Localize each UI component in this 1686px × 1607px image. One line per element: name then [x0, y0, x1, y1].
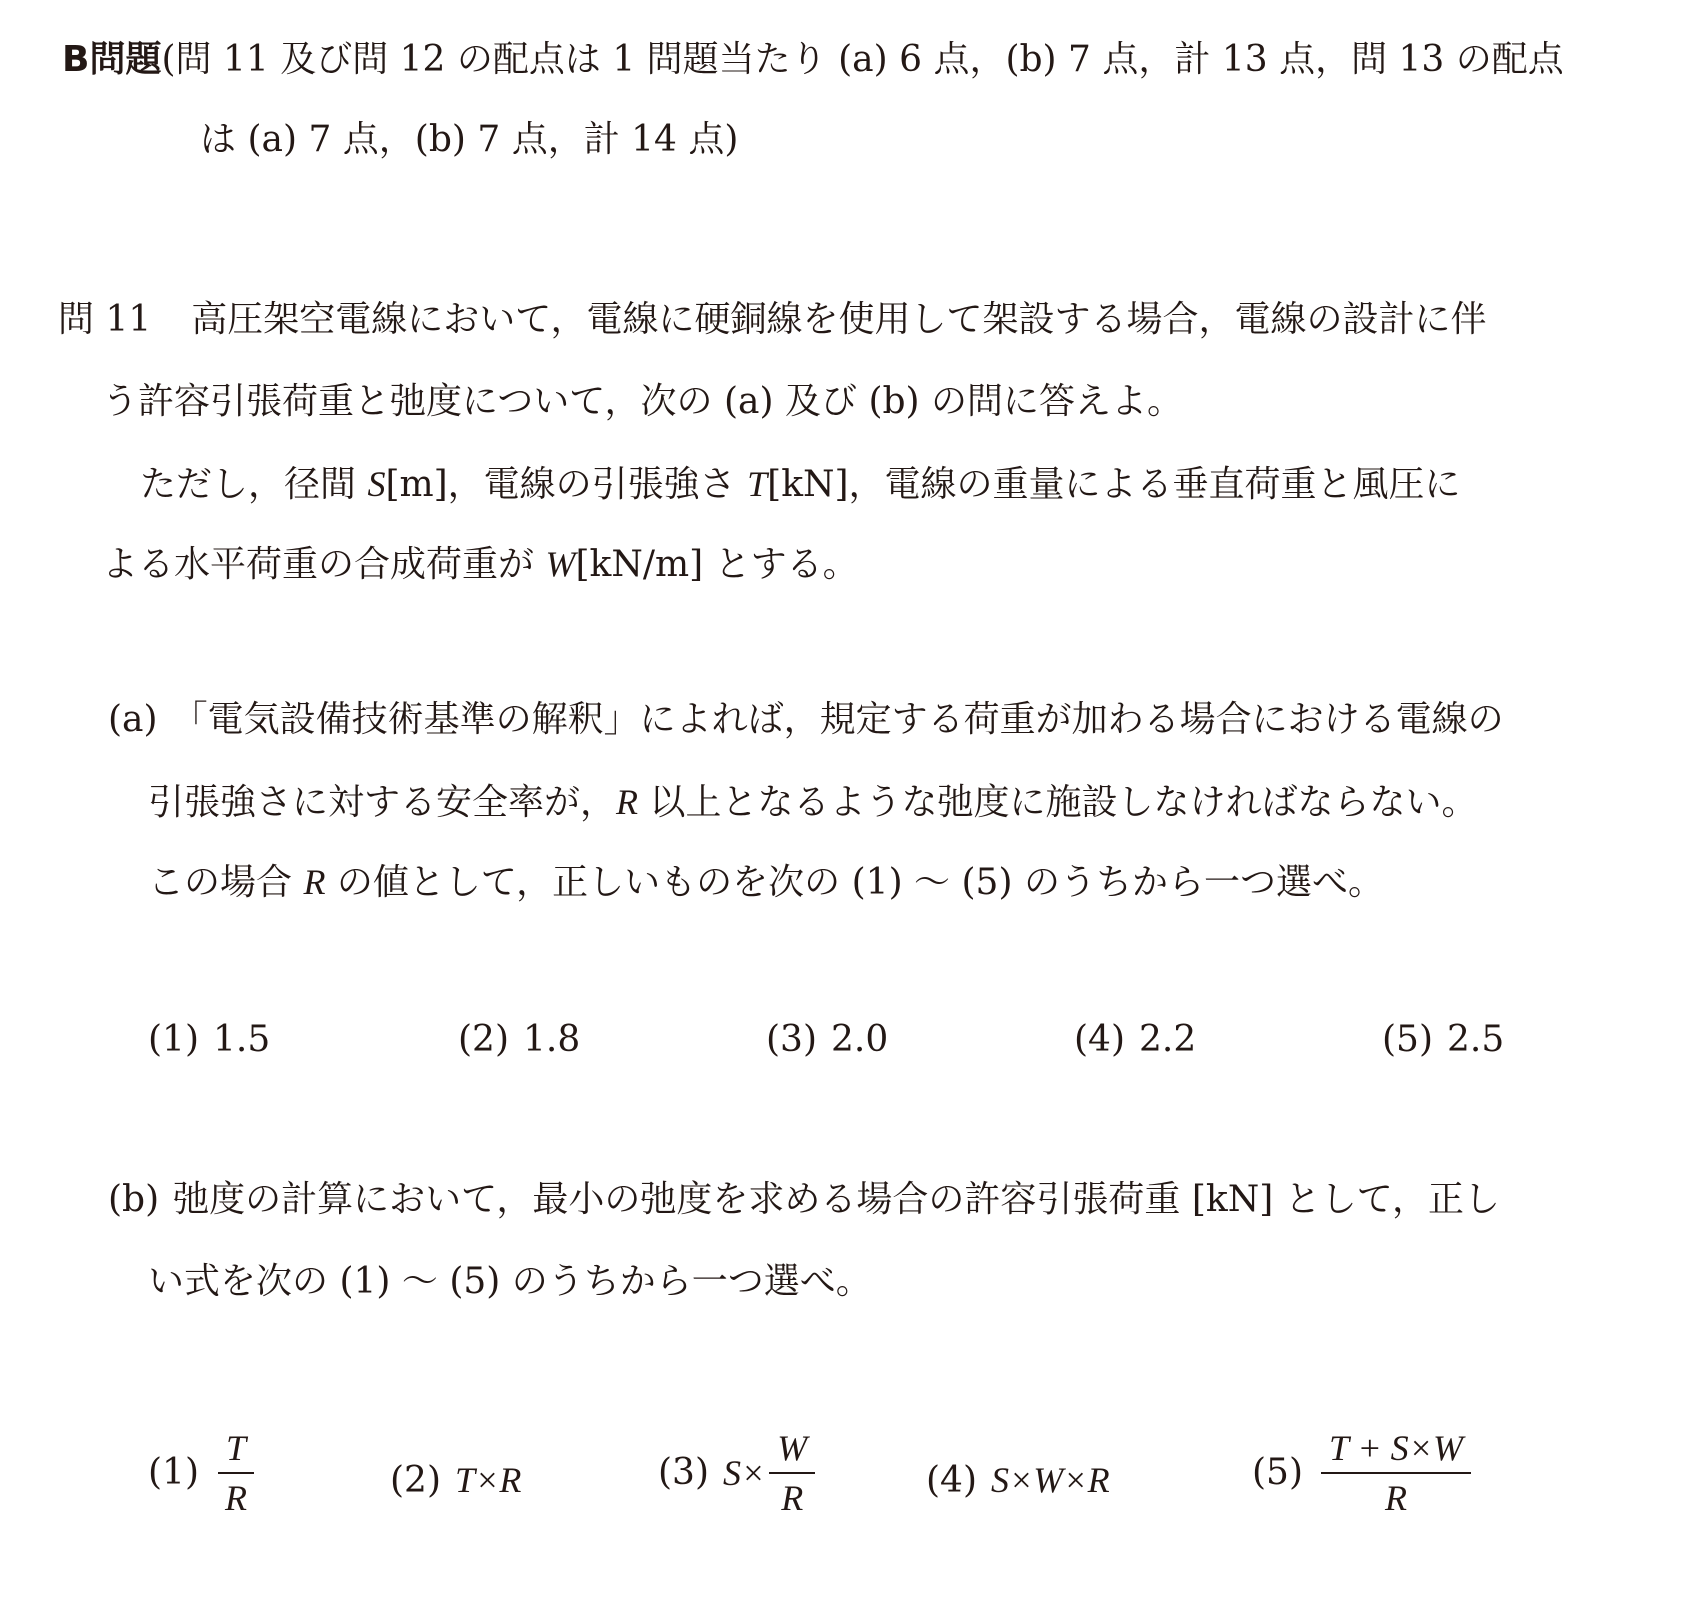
part-b-line-1 — [108, 1179, 1500, 1220]
formula: T×R — [455, 1460, 522, 1500]
choice-a-1[interactable] — [148, 1019, 271, 1060]
text: よる水平荷重の合成荷重が — [102, 544, 546, 585]
text: [kN/m] とする。 — [575, 544, 859, 585]
choice-number: (2) — [390, 1460, 441, 1501]
numerator: T — [218, 1430, 254, 1474]
text: 以上となるような弛度に施設しなければならない。 — [638, 782, 1478, 823]
part-a-line-1 — [108, 699, 1504, 740]
fraction — [769, 1430, 815, 1516]
text: 「電気設備技術基準の解釈」によれば，規定する荷重が加わる場合における電線の — [171, 699, 1504, 740]
text: 引張強さに対する安全率が， — [148, 782, 617, 823]
question-intro-line-4 — [102, 546, 859, 583]
choice-b-5[interactable] — [1252, 1430, 1475, 1516]
choice-value: 2.2 — [1139, 1019, 1197, 1060]
scoring-line-2: は (a) 7 点，(b) 7 点，計 14 点) — [200, 119, 739, 160]
choice-b-3[interactable] — [658, 1430, 819, 1516]
text: 弛度の計算において，最小の弛度を求める場合の許容引張荷重 [kN] として，正し — [173, 1179, 1500, 1220]
part-b-label: (b) — [108, 1179, 160, 1220]
question-intro-line-1 — [58, 299, 1487, 340]
choice-a-4[interactable] — [1074, 1019, 1197, 1060]
text: ただし，径間 — [140, 464, 368, 505]
var-S: S — [367, 464, 386, 504]
choice-a-2[interactable] — [458, 1019, 581, 1060]
choice-number: (5) — [1382, 1019, 1433, 1060]
choice-number: (4) — [1074, 1019, 1125, 1060]
formula-prefix: S× — [723, 1453, 766, 1493]
choice-b-1[interactable] — [148, 1430, 259, 1516]
fraction — [1321, 1430, 1471, 1516]
choice-value: 1.5 — [213, 1019, 271, 1060]
question-text-1: 高圧架空電線において，電線に硬銅線を使用して架設する場合，電線の設計に伴 — [191, 299, 1487, 340]
choice-number: (5) — [1252, 1452, 1303, 1493]
formula: S×W×R — [991, 1460, 1110, 1500]
choice-value: 2.5 — [1447, 1019, 1505, 1060]
choice-number: (1) — [148, 1452, 199, 1493]
denominator: R — [781, 1478, 804, 1518]
numerator: W — [769, 1430, 815, 1474]
choice-number: (4) — [926, 1460, 977, 1501]
section-label: B問題 — [62, 39, 162, 80]
choice-number: (3) — [658, 1452, 709, 1493]
choice-number: (3) — [766, 1019, 817, 1060]
text: の値として，正しいものを次の (1) ～ (5) のうちから一つ選べ。 — [325, 862, 1384, 903]
var-R: R — [616, 782, 639, 822]
choice-b-2[interactable] — [390, 1462, 521, 1499]
part-b-line-2: い式を次の (1) ～ (5) のうちから一つ選べ。 — [148, 1261, 872, 1302]
numerator: T + S×W — [1321, 1430, 1471, 1474]
fraction — [217, 1430, 255, 1516]
var-R: R — [303, 862, 326, 902]
var-T: T — [747, 464, 768, 504]
part-a-line-3 — [148, 864, 1384, 901]
text: [m]，電線の引張強さ — [385, 464, 748, 505]
choice-value: 1.8 — [523, 1019, 581, 1060]
question-number: 問 11 — [58, 299, 152, 340]
part-a-line-2 — [148, 784, 1477, 821]
text: [kN]，電線の重量による垂直荷重と風圧に — [767, 464, 1461, 505]
part-a-label: (a) — [108, 699, 158, 740]
choice-number: (2) — [458, 1019, 509, 1060]
scoring-line-1: (問 11 及び問 12 の配点は 1 問題当たり (a) 6 点，(b) 7 点，計 13 点，問 13 の配点 — [161, 39, 1564, 80]
denominator: R — [225, 1478, 247, 1518]
choice-b-4[interactable] — [926, 1462, 1110, 1499]
choice-a-5[interactable] — [1382, 1019, 1505, 1060]
choice-value: 2.0 — [831, 1019, 889, 1060]
question-intro-line-3 — [140, 466, 1461, 503]
text: この場合 — [148, 862, 304, 903]
denominator: R — [1384, 1478, 1407, 1518]
choice-a-3[interactable] — [766, 1019, 889, 1060]
question-intro-line-2: う許容引張荷重と弛度について，次の (a) 及び (b) の問に答えよ。 — [102, 381, 1184, 422]
section-header — [62, 39, 1564, 80]
choice-number: (1) — [148, 1019, 199, 1060]
var-W: W — [545, 544, 576, 584]
